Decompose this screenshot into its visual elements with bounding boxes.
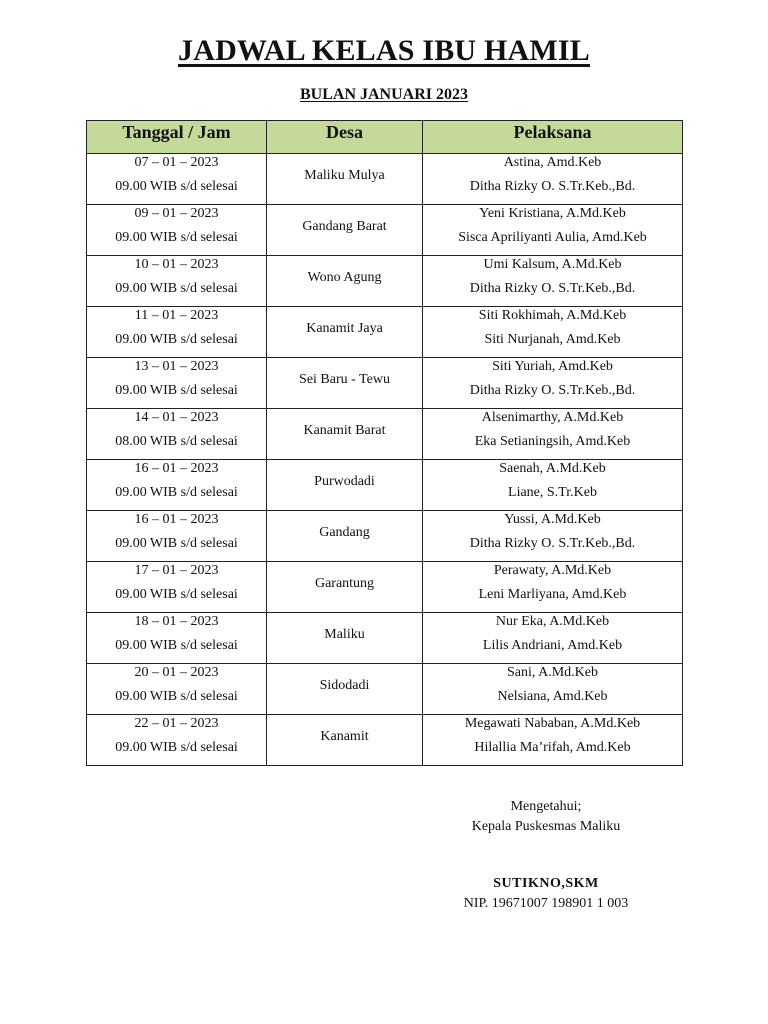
time-text: 09.00 WIB s/d selesai	[115, 332, 238, 347]
date-text: 09 – 01 – 2023	[134, 206, 219, 221]
staff-primary: Yussi, A.Md.Keb	[504, 512, 601, 527]
village-cell	[267, 358, 423, 409]
village-cell	[267, 409, 423, 460]
village-text: Purwodadi	[314, 474, 375, 489]
date-text: 17 – 01 – 2023	[134, 563, 219, 578]
table-row	[87, 460, 683, 511]
staff-primary: Saenah, A.Md.Keb	[499, 461, 606, 476]
staff-secondary: Ditha Rizky O. S.Tr.Keb.,Bd.	[469, 536, 636, 551]
time-text: 09.00 WIB s/d selesai	[115, 638, 238, 653]
date-time-cell	[87, 358, 267, 409]
table-row	[87, 664, 683, 715]
staff-primary: Yeni Kristiana, A.Md.Keb	[479, 206, 626, 221]
header-date-time: Tanggal / Jam	[87, 121, 267, 154]
document-title: JADWAL KELAS IBU HAMIL	[178, 34, 590, 67]
staff-primary: Perawaty, A.Md.Keb	[493, 563, 612, 578]
signatory-name: SUTIKNO,SKM	[493, 876, 599, 891]
staff-secondary: Lilis Andriani, Amd.Keb	[482, 638, 623, 653]
table-row	[87, 409, 683, 460]
staff-cell	[423, 205, 683, 256]
date-text: 14 – 01 – 2023	[134, 410, 219, 425]
table-row	[87, 154, 683, 205]
staff-primary: Siti Yuriah, Amd.Keb	[492, 359, 613, 374]
signatory-nip: NIP. 19671007 198901 1 003	[463, 896, 629, 911]
date-time-cell	[87, 715, 267, 766]
staff-secondary: Ditha Rizky O. S.Tr.Keb.,Bd.	[469, 383, 636, 398]
table-row	[87, 358, 683, 409]
village-cell	[267, 307, 423, 358]
staff-cell	[423, 256, 683, 307]
header-staff: Pelaksana	[423, 121, 683, 154]
village-text: Gandang	[319, 525, 370, 540]
staff-cell	[423, 307, 683, 358]
staff-primary: Umi Kalsum, A.Md.Keb	[483, 257, 622, 272]
signatory-position: Kepala Puskesmas Maliku	[471, 819, 621, 834]
staff-secondary: Leni Marliyana, Amd.Keb	[478, 587, 627, 602]
date-time-cell	[87, 511, 267, 562]
date-time-cell	[87, 613, 267, 664]
staff-secondary: Sisca Apriliyanti Aulia, Amd.Keb	[458, 230, 647, 245]
time-text: 09.00 WIB s/d selesai	[115, 689, 238, 704]
date-text: 22 – 01 – 2023	[134, 716, 219, 731]
date-text: 16 – 01 – 2023	[134, 461, 219, 476]
time-text: 09.00 WIB s/d selesai	[115, 740, 238, 755]
staff-cell	[423, 154, 683, 205]
date-time-cell	[87, 409, 267, 460]
staff-cell	[423, 715, 683, 766]
village-cell	[267, 664, 423, 715]
date-text: 11 – 01 – 2023	[134, 308, 219, 323]
table-row	[87, 562, 683, 613]
date-time-cell	[87, 664, 267, 715]
date-time-cell	[87, 205, 267, 256]
table-header-row	[87, 121, 683, 154]
staff-cell	[423, 664, 683, 715]
time-text: 08.00 WIB s/d selesai	[115, 434, 238, 449]
staff-cell	[423, 358, 683, 409]
staff-primary: Sani, A.Md.Keb	[507, 665, 598, 680]
village-text: Maliku	[324, 627, 365, 642]
date-time-cell	[87, 256, 267, 307]
staff-primary: Alsenimarthy, A.Md.Keb	[481, 410, 624, 425]
village-cell	[267, 613, 423, 664]
schedule-table	[86, 120, 683, 766]
date-text: 18 – 01 – 2023	[134, 614, 219, 629]
time-text: 09.00 WIB s/d selesai	[115, 230, 238, 245]
staff-secondary: Siti Nurjanah, Amd.Keb	[484, 332, 621, 347]
time-text: 09.00 WIB s/d selesai	[115, 536, 238, 551]
village-text: Kanamit Jaya	[306, 321, 383, 336]
village-text: Gandang Barat	[302, 219, 387, 234]
table-row	[87, 715, 683, 766]
date-text: 20 – 01 – 2023	[134, 665, 219, 680]
village-text: Garantung	[314, 576, 375, 591]
table-body	[87, 154, 683, 766]
header-village: Desa	[267, 121, 423, 154]
table-row	[87, 205, 683, 256]
staff-primary: Siti Rokhimah, A.Md.Keb	[478, 308, 627, 323]
village-text: Wono Agung	[307, 270, 382, 285]
date-time-cell	[87, 460, 267, 511]
date-time-cell	[87, 154, 267, 205]
staff-primary: Megawati Nababan, A.Md.Keb	[464, 716, 641, 731]
time-text: 09.00 WIB s/d selesai	[115, 383, 238, 398]
time-text: 09.00 WIB s/d selesai	[115, 281, 238, 296]
village-text: Kanamit	[320, 729, 369, 744]
village-cell	[267, 256, 423, 307]
table-row	[87, 511, 683, 562]
staff-secondary: Ditha Rizky O. S.Tr.Keb.,Bd.	[469, 281, 636, 296]
staff-cell	[423, 511, 683, 562]
staff-secondary: Liane, S.Tr.Keb	[508, 485, 597, 500]
village-text: Kanamit Barat	[303, 423, 386, 438]
staff-cell	[423, 409, 683, 460]
staff-secondary: Nelsiana, Amd.Keb	[497, 689, 608, 704]
date-text: 13 – 01 – 2023	[134, 359, 219, 374]
village-cell	[267, 562, 423, 613]
village-cell	[267, 511, 423, 562]
staff-secondary: Hilallia Ma’rifah, Amd.Keb	[474, 740, 631, 755]
time-text: 09.00 WIB s/d selesai	[115, 485, 238, 500]
village-cell	[267, 715, 423, 766]
date-text: 07 – 01 – 2023	[134, 155, 219, 170]
village-text: Maliku Mulya	[304, 168, 385, 183]
staff-primary: Astina, Amd.Keb	[503, 155, 602, 170]
date-text: 10 – 01 – 2023	[134, 257, 219, 272]
time-text: 09.00 WIB s/d selesai	[115, 587, 238, 602]
village-cell	[267, 205, 423, 256]
table-row	[87, 307, 683, 358]
staff-cell	[423, 460, 683, 511]
staff-cell	[423, 562, 683, 613]
date-text: 16 – 01 – 2023	[134, 512, 219, 527]
document-subtitle: BULAN JANUARI 2023	[299, 86, 468, 103]
acknowledged-label: Mengetahui;	[510, 799, 582, 814]
village-cell	[267, 460, 423, 511]
village-cell	[267, 154, 423, 205]
table-row	[87, 256, 683, 307]
table-row	[87, 613, 683, 664]
date-time-cell	[87, 307, 267, 358]
staff-secondary: Eka Setianingsih, Amd.Keb	[474, 434, 631, 449]
staff-cell	[423, 613, 683, 664]
time-text: 09.00 WIB s/d selesai	[115, 179, 238, 194]
village-text: Sidodadi	[319, 678, 370, 693]
village-text: Sei Baru - Tewu	[299, 372, 390, 387]
staff-secondary: Ditha Rizky O. S.Tr.Keb.,Bd.	[469, 179, 636, 194]
staff-primary: Nur Eka, A.Md.Keb	[495, 614, 610, 629]
date-time-cell	[87, 562, 267, 613]
